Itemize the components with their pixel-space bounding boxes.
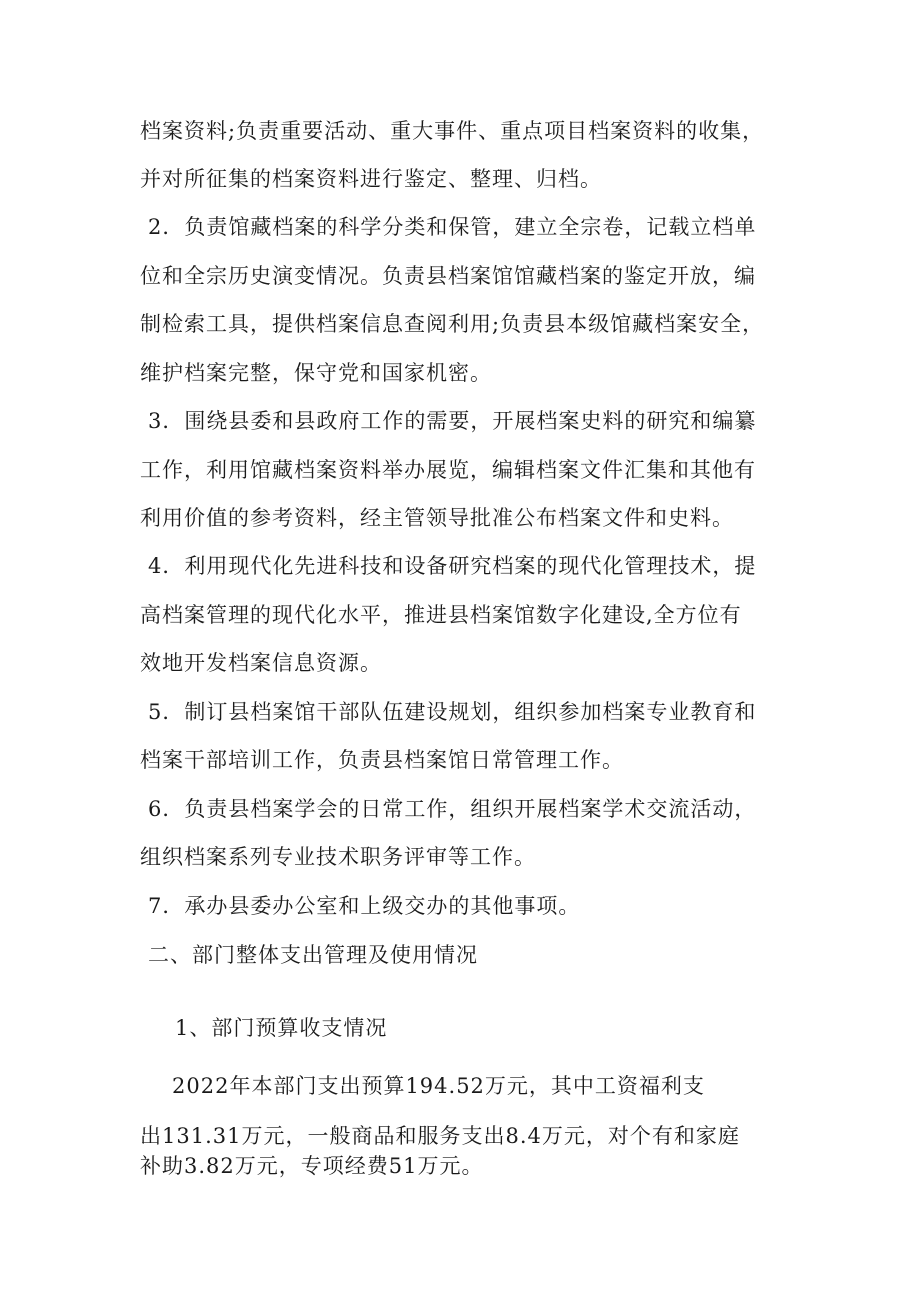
- paragraph-1-line-1: 档案资料;负责重要活动、重大事件、重点项目档案资料的收集，: [140, 119, 765, 143]
- item-2-line-1: 2．负责馆藏档案的科学分类和保管，建立全宗卷，记载立档单: [148, 215, 757, 239]
- item-2-line-2: 位和全宗历史演变情况。负责县档案馆馆藏档案的鉴定开放，编: [140, 264, 756, 288]
- item-4-line-2: 高档案管理的现代化水平，推进县档案馆数字化建设,全方位有: [140, 603, 742, 627]
- item-7-line-1: 7．承办县委办公室和上级交办的其他事项。: [148, 894, 581, 918]
- item-2-line-4: 维护档案完整，保守党和国家机密。: [140, 361, 492, 385]
- subsection-heading-1: 1、部门预算收支情况: [175, 1016, 388, 1040]
- item-5-line-2: 档案干部培训工作，负责县档案馆日常管理工作。: [140, 748, 624, 772]
- item-3-line-2: 工作，利用馆藏档案资料举办展览，编辑档案文件汇集和其他有: [140, 458, 756, 482]
- item-2-line-3: 制检索工具，提供档案信息查阅利用;负责县本级馆藏档案安全，: [140, 312, 765, 336]
- item-6-line-1: 6．负责县档案学会的日常工作，组织开展档案学术交流活动，: [148, 797, 757, 821]
- item-4-line-1: 4．利用现代化先进科技和设备研究档案的现代化管理技术，提: [148, 554, 757, 578]
- budget-line-3: 补助3.82万元，专项经费51万元。: [140, 1154, 484, 1178]
- item-3-line-1: 3．围绕县委和县政府工作的需要，开展档案史料的研究和编纂: [148, 409, 757, 433]
- item-5-line-1: 5．制订县档案馆干部队伍建设规划，组织参加档案专业教育和: [148, 700, 757, 724]
- section-heading-2: 二、部门整体支出管理及使用情况: [148, 943, 478, 967]
- item-6-line-2: 组织档案系列专业技术职务评审等工作。: [140, 845, 536, 869]
- paragraph-1-line-2: 并对所征集的档案资料进行鉴定、整理、归档。: [140, 167, 602, 191]
- budget-line-1: 2022年本部门支出预算194.52万元，其中工资福利支: [172, 1074, 705, 1098]
- item-3-line-3: 利用价值的参考资料，经主管领导批准公布档案文件和史料。: [140, 506, 734, 530]
- budget-line-2: 出131.31万元，一般商品和服务支出8.4万元，对个有和家庭: [140, 1124, 740, 1148]
- item-4-line-3: 效地开发档案信息资源。: [140, 651, 382, 675]
